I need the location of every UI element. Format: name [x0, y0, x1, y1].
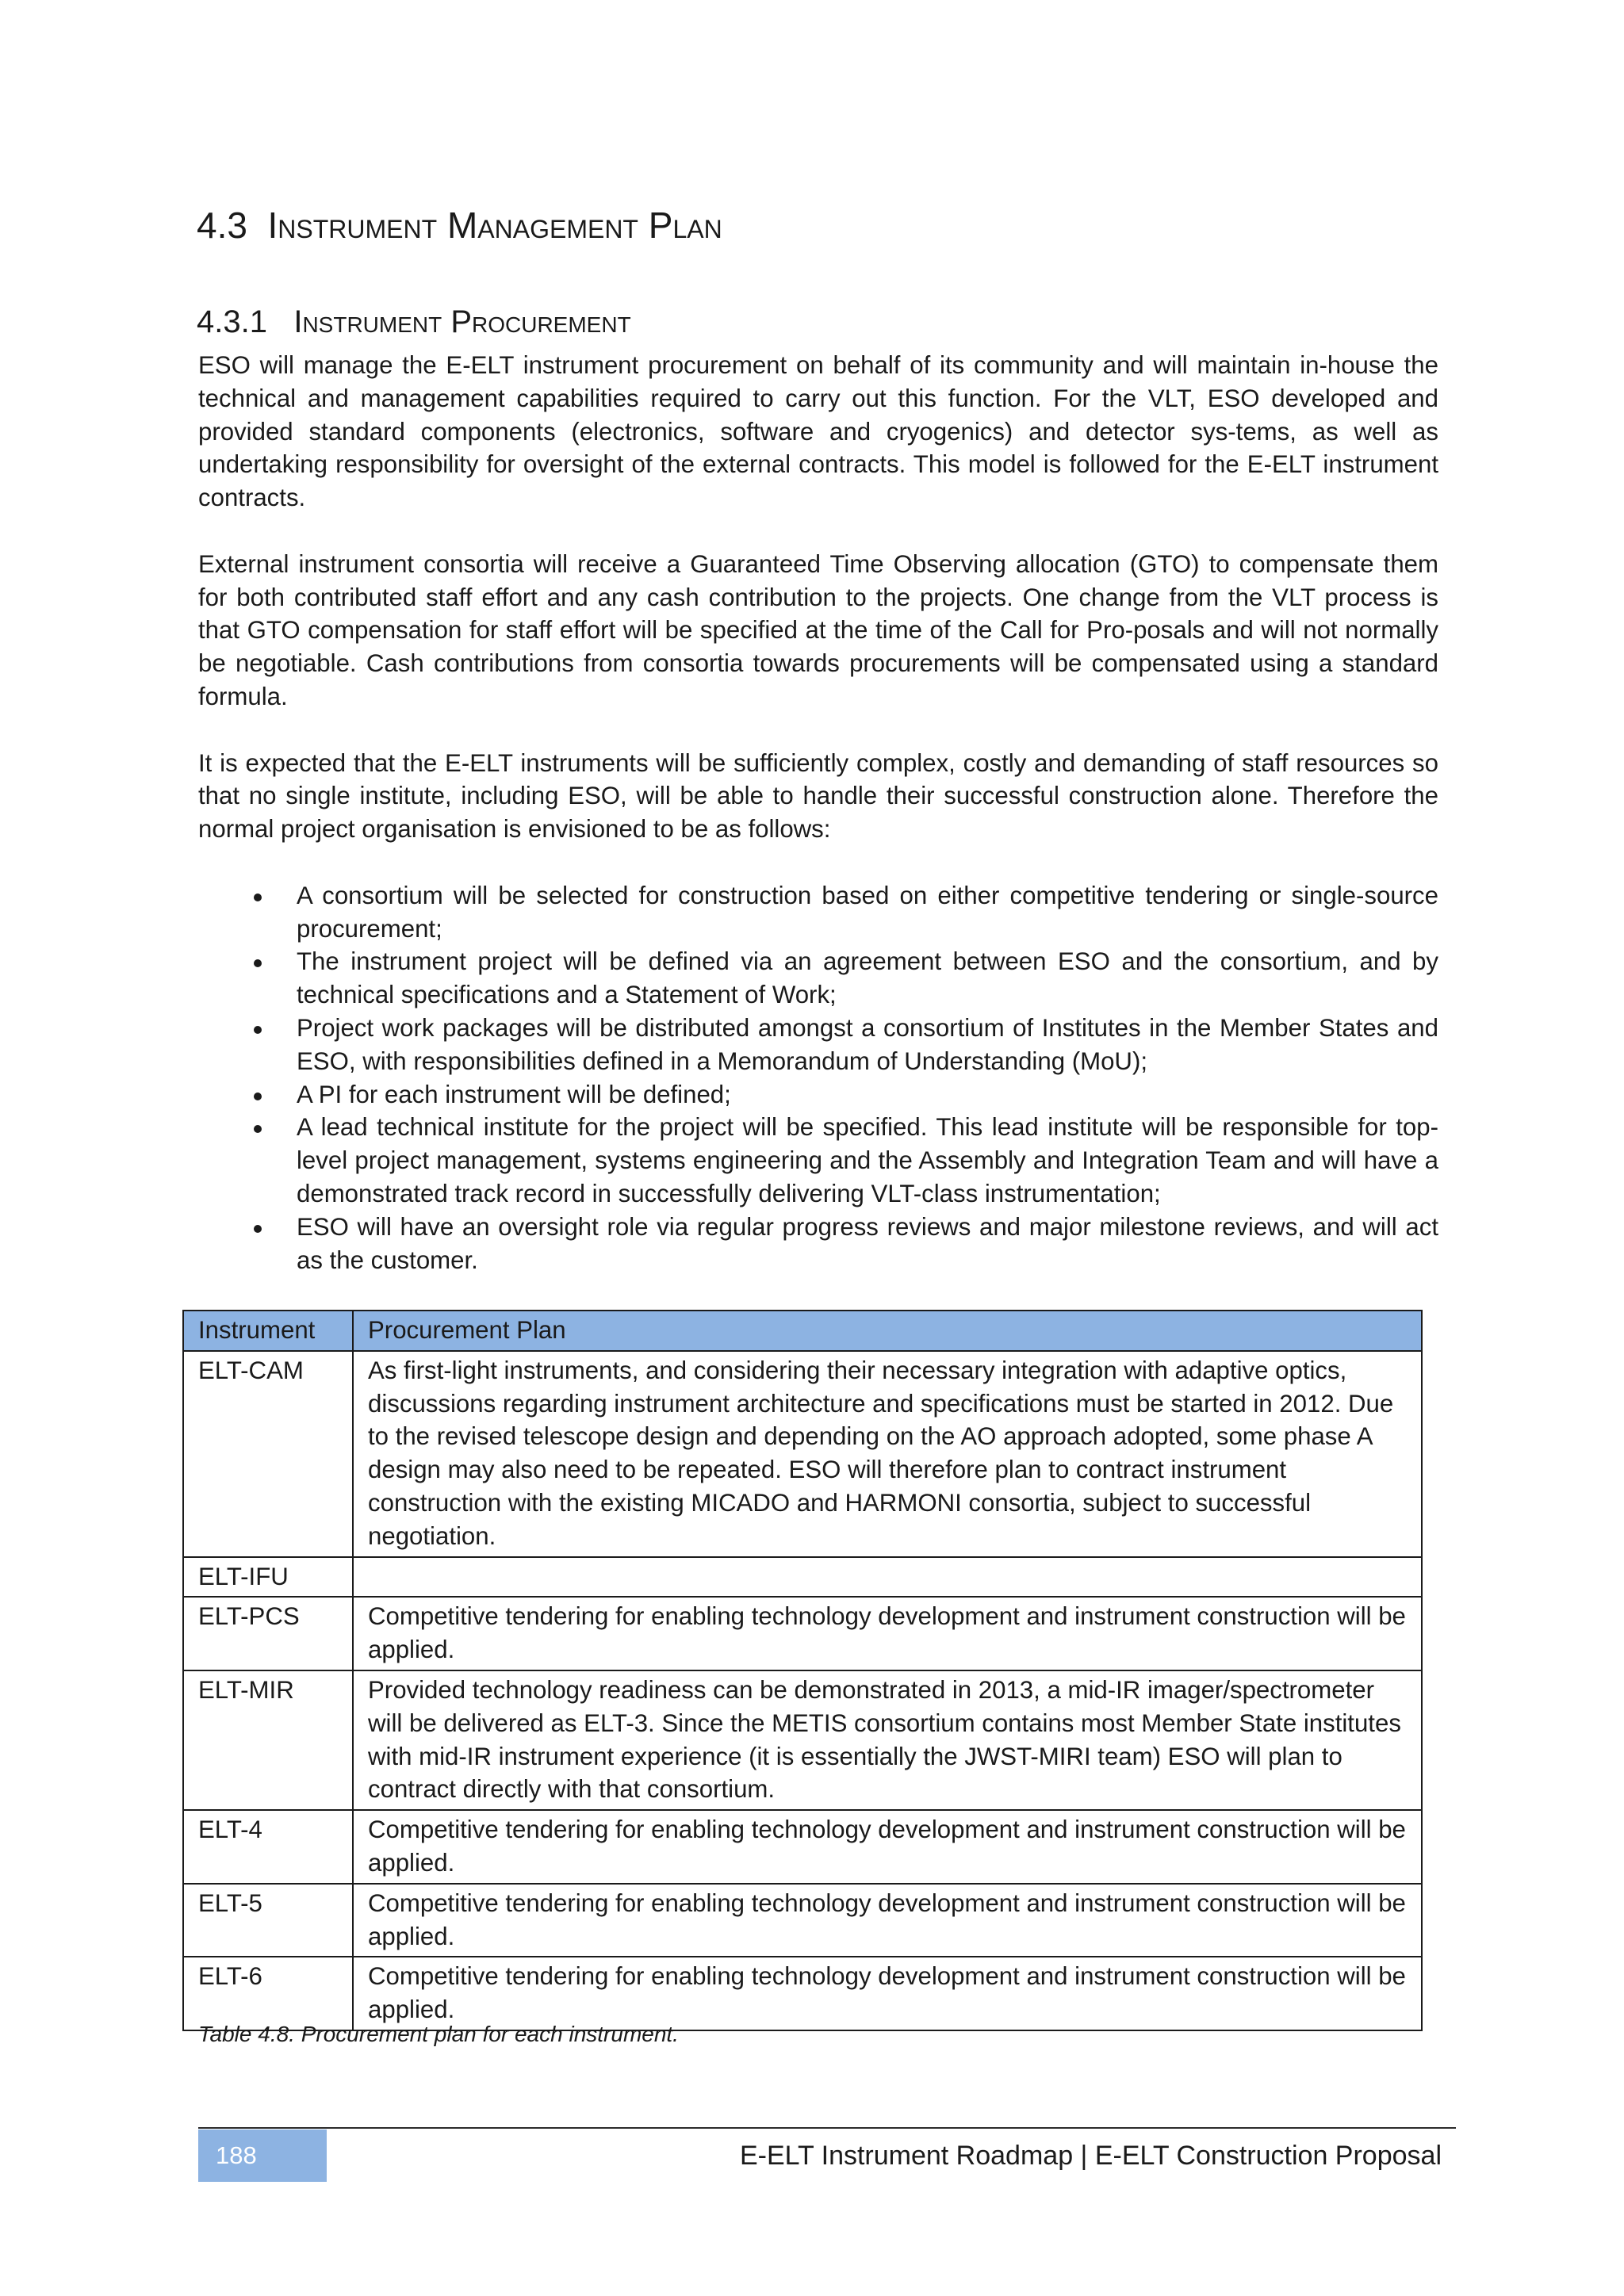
section-number: 4.3 — [197, 205, 247, 246]
instrument-cell: ELT-CAM — [183, 1351, 353, 1557]
table-row — [183, 1884, 1422, 1957]
body-text — [198, 349, 1438, 1276]
bullet-list — [198, 879, 1438, 1277]
paragraph: External instrument consortia will receive a Guaranteed Time Observing allocation (GTO) to compensate them for both contributed staff effort and any cash contribution to the projects. One change from the VLT process is that GTO compensation for staff effort will be specified at the time of the Call for Pro-posals and will not normally be negotiable. Cash contributions from consortia towards procurements will be compensated using a standard formula. — [198, 549, 1438, 710]
page-number: 188 — [198, 2130, 327, 2182]
table-row — [183, 1557, 1422, 1598]
section-heading — [197, 201, 722, 249]
table-header-row — [183, 1311, 1422, 1351]
table-row — [183, 1351, 1422, 1557]
table-row — [183, 1810, 1422, 1884]
instrument-cell: ELT-PCS — [183, 1597, 353, 1670]
footer-title: E-ELT Instrument Roadmap | E-ELT Construction Proposal — [739, 2141, 1442, 2171]
instrument-cell: ELT-IFU — [183, 1557, 353, 1598]
bullet-icon — [254, 1125, 262, 1133]
paragraph: It is expected that the E-ELT instruments will be sufficiently complex, costly and demanding of staff resources so that no single institute, including ESO, will be able to handle their successful construction alone. Therefore the normal project organisation is envisioned to be as follows: — [198, 748, 1438, 844]
column-header-procurement-plan: Procurement Plan — [353, 1311, 1422, 1351]
instrument-cell: ELT-MIR — [183, 1670, 353, 1810]
footer-divider — [198, 2127, 1456, 2129]
bullet-icon — [254, 1093, 262, 1100]
list-item: A consortium will be selected for construction based on either competitive tendering or single-source procurement; — [198, 879, 1438, 946]
instrument-cell: ELT-6 — [183, 1957, 353, 2030]
table-caption: Table 4.8. Procurement plan for each instrument. — [198, 2022, 679, 2046]
list-item: A lead technical institute for the project will be specified. This lead institute will be responsible for top-level project management, systems engineering and the Assembly and Integration Team and will have a demonstrated track record in successfully delivering VLT-class instrumentation; — [198, 1111, 1438, 1210]
plan-cell: Provided technology readiness can be demonstrated in 2013, a mid-IR imager/spectrometer will be delivered as ELT-3. Since the METIS consortium contains most Member State institutes with mid-IR instrument experience (it is essentially the JWST-MIRI team) ESO will plan to contract directly with that consortium. — [353, 1670, 1422, 1810]
list-item: Project work packages will be distributed amongst a consortium of Institutes in the Member States and ESO, with responsibilities defined in a Memorandum of Understanding (MoU); — [198, 1012, 1438, 1078]
plan-cell: As first-light instruments, and considering their necessary integration with adaptive optics, discussions regarding instrument architecture and specifications must be started in 2012. Due to the revised telescope design and depending on the AO approach adopted, some phase A design may also need to be repeated. ESO will therefore plan to contract instrument construction with the existing MICADO and HARMONI consortia, subject to successful negotiation. — [353, 1351, 1422, 1557]
bullet-icon — [254, 1026, 262, 1034]
table-row — [183, 1597, 1422, 1670]
paragraph: ESO will manage the E-ELT instrument procurement on behalf of its community and will maintain in-house the technical and management capabilities required to carry out this function. For the VLT, ESO developed and provided standard components (electronics, software and cryogenics) and detector sys-tems, as well as undertaking responsibility for oversight of the external contracts. This model is followed for the E-ELT instrument contracts. — [198, 351, 1438, 512]
plan-cell — [353, 1557, 1422, 1598]
procurement-table — [182, 1310, 1423, 2031]
subsection-title: Instrument Procurement — [293, 304, 631, 339]
subsection-number: 4.3.1 — [197, 304, 267, 339]
bullet-icon — [254, 1225, 262, 1233]
plan-cell: Competitive tendering for enabling technology development and instrument construction will be applied. — [353, 1597, 1422, 1670]
column-header-instrument: Instrument — [183, 1311, 353, 1351]
instrument-cell: ELT-5 — [183, 1884, 353, 1957]
list-item: The instrument project will be defined via an agreement between ESO and the consortium, and by technical specifications and a Statement of Work; — [198, 945, 1438, 1012]
plan-cell: Competitive tendering for enabling technology development and instrument construction will be applied. — [353, 1957, 1422, 2030]
list-item: A PI for each instrument will be defined; — [198, 1078, 1438, 1112]
list-item: ESO will have an oversight role via regular progress reviews and major milestone reviews, and will act as the customer. — [198, 1211, 1438, 1277]
bullet-icon — [254, 894, 262, 901]
table-row — [183, 1670, 1422, 1810]
plan-cell: Competitive tendering for enabling technology development and instrument construction will be applied. — [353, 1810, 1422, 1884]
section-title: Instrument Management Plan — [267, 205, 722, 246]
subsection-heading — [197, 301, 631, 342]
instrument-cell: ELT-4 — [183, 1810, 353, 1884]
plan-cell: Competitive tendering for enabling technology development and instrument construction will be applied. — [353, 1884, 1422, 1957]
bullet-icon — [254, 959, 262, 967]
